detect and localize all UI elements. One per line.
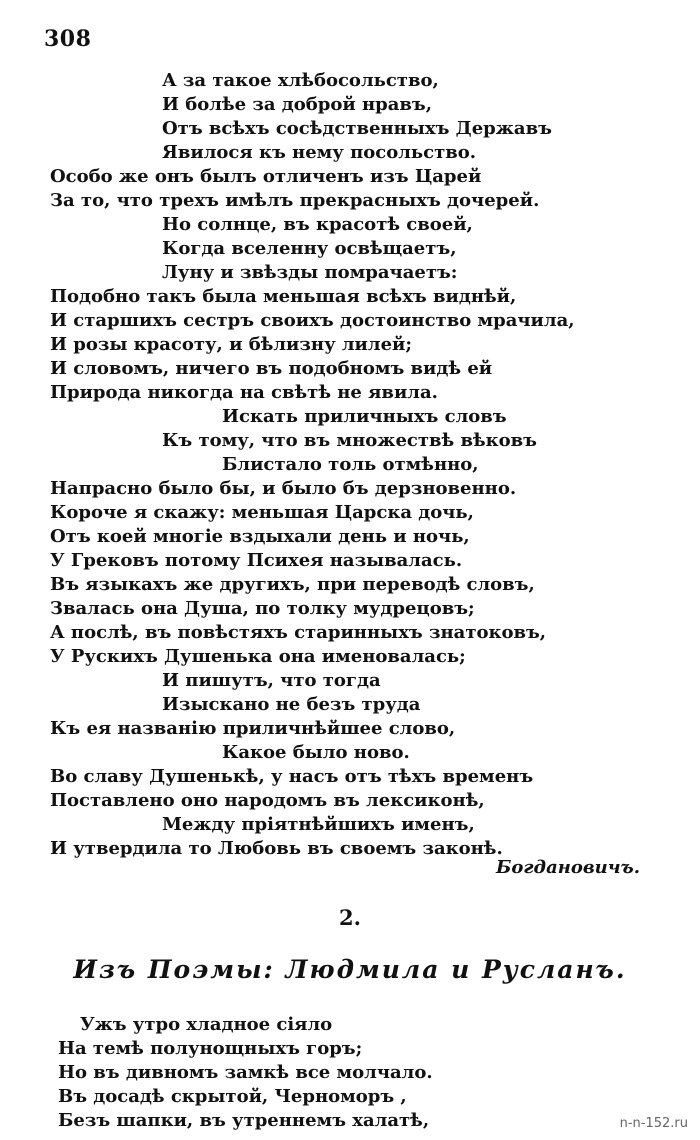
poem-line: И утвердила то Любовь въ своемъ законѣ.	[50, 838, 503, 859]
poem-line: Изыскано не безъ труда	[162, 694, 421, 715]
poem-line: Блистало толь отмѣнно,	[222, 454, 479, 475]
poem-line: У Грековъ потому Психея называлась.	[50, 550, 463, 571]
poem-line: Когда вселенну освѣщаетъ,	[162, 238, 457, 259]
poem-line: И розы красоту, и бѣлизну лилей;	[50, 334, 413, 355]
poem-line: Безъ шапки, въ утреннемъ халатѣ,	[58, 1110, 430, 1131]
poem-line: Поставлено оно народомъ въ лексиконѣ,	[50, 790, 485, 811]
poem-line: Въ языкахъ же другихъ, при переводѣ словъ,	[50, 574, 535, 595]
poem-line: Подобно такъ была меньшая всѣхъ виднѣй,	[50, 286, 517, 307]
excerpt-title: Изъ Поэмы: Людмила и Русланъ.	[73, 955, 627, 984]
poem-line: Между пріятнѣйшихъ именъ,	[162, 814, 475, 835]
poem-line: А за такое хлѣбосольство,	[162, 70, 439, 91]
watermark: n-n-152.ru	[619, 1116, 688, 1131]
poem-line: Какое было ново.	[222, 742, 410, 763]
poem-line: У Рускихъ Душенька она именовалась;	[50, 646, 466, 667]
poem-line: Во славу Душенькѣ, у насъ отъ тѣхъ временъ	[50, 766, 534, 787]
poem-line: Звалась она Душа, по толку мудрецовъ;	[50, 598, 475, 619]
poem-line: Ужъ утро хладное сіяло	[80, 1014, 333, 1035]
poem-line: На темѣ полунощныхъ горъ;	[58, 1038, 363, 1059]
poem-line: Напрасно было бы, и было бъ дерзновенно.	[50, 478, 517, 499]
poem-line: Отъ всѣхъ сосѣдственныхъ Державъ	[162, 118, 552, 139]
section-number: 2.	[339, 905, 361, 930]
poem-line: За то, что трехъ имѣлъ прекрасныхъ дочерей.	[50, 190, 540, 211]
poem-line: Но въ дивномъ замкѣ все молчало.	[58, 1062, 433, 1083]
poem-line: А послѣ, въ повѣстяхъ старинныхъ знатоковъ,	[50, 622, 547, 643]
author-signature: Богдановичъ.	[496, 857, 640, 878]
poem-line: И болѣе за доброй нравъ,	[162, 94, 432, 115]
poem-line: И словомъ, ничего въ подобномъ видѣ ей	[50, 358, 493, 379]
poem-line: Особо же онъ былъ отличенъ изъ Царей	[50, 166, 482, 187]
poem-line: Явилося къ нему посольство.	[162, 142, 477, 163]
poem-line: Природа никогда на свѣтѣ не явила.	[50, 382, 438, 403]
poem-line: Къ ея названію приличнѣйшее слово,	[50, 718, 456, 739]
poem-line: Въ досадѣ скрытой, Черноморъ ,	[58, 1086, 407, 1107]
poem-line: Но солнце, въ красотѣ своей,	[162, 214, 473, 235]
poem-line: Искать приличныхъ словъ	[222, 406, 507, 427]
poem-line: Луну и звѣзды помрачаетъ:	[162, 262, 458, 283]
poem-line: Къ тому, что въ множествѣ вѣковъ	[162, 430, 537, 451]
poem-line: Отъ коей многіе вздыхали день и ночь,	[50, 526, 470, 547]
poem-line: И пишутъ, что тогда	[162, 670, 381, 691]
poem-line: Короче я скажу: меньшая Царска дочь,	[50, 502, 474, 523]
page-number: 308	[44, 26, 92, 52]
poem-line: И старшихъ сестръ своихъ достоинство мрачила,	[50, 310, 575, 331]
